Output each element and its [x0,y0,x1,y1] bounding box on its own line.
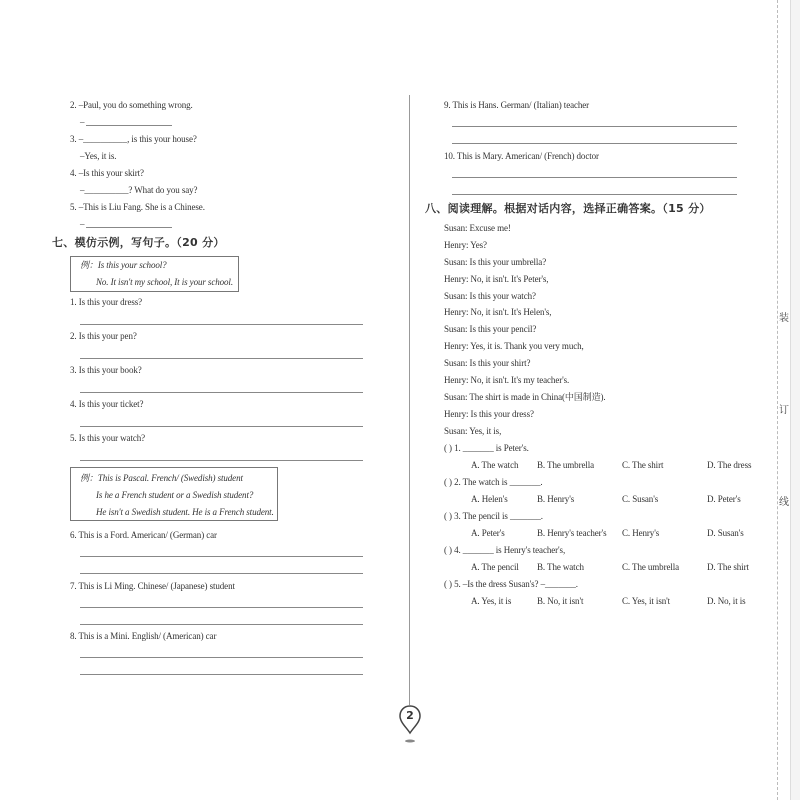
mc-option-d[interactable]: D. The dress [707,460,752,470]
mc-option-c[interactable]: C. The shirt [622,460,664,470]
answer-line[interactable] [80,624,363,625]
answer-line[interactable] [80,358,363,359]
question-q6: 6. This is a Ford. American/ (German) car [70,530,217,540]
question-4: 4. –Is this your skirt? [70,168,144,178]
question-q10: 10. This is Mary. American/ (French) doctor [444,151,599,161]
example-2-line-1: 例：This is Pascal. French/ (Swedish) student [80,473,243,483]
question-q7: 7. This is Li Ming. Chinese/ (Japanese) student [70,581,235,591]
mc-question[interactable]: ( ) 3. The pencil is _______. [444,511,543,521]
mc-option-d[interactable]: D. Peter's [707,494,741,504]
example-2-label: 例： [80,473,98,483]
answer-line[interactable] [452,194,737,195]
question-q8: 8. This is a Mini. English/ (American) car [70,631,217,641]
dialogue-line: Henry: Yes? [444,240,487,250]
answer-line[interactable] [80,324,363,325]
answer-line[interactable] [80,426,363,427]
answer-line[interactable] [80,392,363,393]
answer-line[interactable] [80,674,363,675]
answer-2-line[interactable] [86,125,172,126]
answer-line[interactable] [452,126,737,127]
question-q9: 9. This is Hans. German/ (Italian) teacher [444,100,590,110]
answer-line[interactable] [80,460,363,461]
question-q1: 1. Is this your dress? [70,297,143,307]
page-edge [790,0,800,800]
page-number: 2 [406,709,414,722]
question-q3: 3. Is this your book? [70,365,142,375]
mc-option-a[interactable]: A. Yes, it is [471,596,512,606]
mc-option-d[interactable]: D. No, it is [707,596,746,606]
dialogue-line: Susan: Is this your shirt? [444,358,531,368]
dialogue-line: Susan: Excuse me! [444,223,511,233]
question-q2: 2. Is this your pen? [70,331,137,341]
question-5: 5. –This is Liu Fang. She is a Chinese. [70,202,205,212]
mc-question[interactable]: ( ) 4. _______ is Henry's teacher's, [444,545,566,555]
binding-line [777,0,778,800]
answer-5-line[interactable] [86,227,172,228]
answer-5-dash: – [80,219,85,229]
answer-line[interactable] [80,657,363,658]
mc-option-c[interactable]: C. Susan's [622,494,659,504]
dialogue-line: Henry: Yes, it is. Thank you very much, [444,341,584,351]
mc-question[interactable]: ( ) 5. –Is the dress Susan's? –_______. [444,579,578,589]
mc-option-c[interactable]: C. Henry's [622,528,660,538]
example-1-question: 例：Is this your school? [80,260,167,270]
mc-option-b[interactable]: B. No, it isn't [537,596,584,606]
mc-option-c[interactable]: C. Yes, it isn't [622,596,671,606]
mc-option-d[interactable]: D. The shirt [707,562,749,572]
mc-question[interactable]: ( ) 2. The watch is _______. [444,477,543,487]
mc-option-b[interactable]: B. The watch [537,562,584,572]
answer-line[interactable] [452,177,737,178]
section-7-title: 七、模仿示例，写句子。（20 分） [52,236,225,249]
dialogue-line: Susan: Is this your umbrella? [444,257,547,267]
mc-option-b[interactable]: B. Henry's [537,494,575,504]
dialogue-line: Susan: The shirt is made in China(中国制造). [444,392,606,402]
mc-option-a[interactable]: A. The watch [471,460,519,470]
example-2-line-3: He isn't a Swedish student. He is a French student. [96,507,274,517]
binding-char-2: 订 [779,405,789,416]
question-q4: 4. Is this your ticket? [70,399,144,409]
column-divider [409,95,410,705]
mc-option-b[interactable]: B. Henry's teacher's [537,528,607,538]
answer-line[interactable] [80,556,363,557]
dialogue-line: Susan: Yes, it is, [444,426,502,436]
dialogue-line: Henry: No, it isn't. It's Peter's, [444,274,549,284]
mc-option-c[interactable]: C. The umbrella [622,562,680,572]
answer-3: –Yes, it is. [80,151,117,161]
dialogue-line: Henry: No, it isn't. It's Helen's, [444,307,552,317]
answer-line[interactable] [80,607,363,608]
dialogue-line: Henry: No, it isn't. It's my teacher's. [444,375,570,385]
mc-option-a[interactable]: A. Helen's [471,494,508,504]
question-3: 3. –__________, is this your house? [70,134,197,144]
question-2: 2. –Paul, you do something wrong. [70,100,193,110]
example-2-line-2: Is he a French student or a Swedish student? [96,490,254,500]
example-1-label: 例： [80,260,98,270]
mc-question[interactable]: ( ) 1. _______ is Peter's. [444,443,529,453]
example-1-answer: No. It isn't my school, It is your school. [96,277,233,287]
section-8-title: 八、阅读理解。根据对话内容，选择正确答案。（15 分） [425,202,711,215]
dialogue-line: Henry: Is this your dress? [444,409,534,419]
dialogue-line: Susan: Is this your pencil? [444,324,537,334]
dialogue-line: Susan: Is this your watch? [444,291,536,301]
binding-char-1: 装 [779,313,789,324]
answer-2-dash: – [80,117,85,127]
mc-option-a[interactable]: A. The pencil [471,562,519,572]
question-q5: 5. Is this your watch? [70,433,146,443]
mc-option-d[interactable]: D. Susan's [707,528,744,538]
mc-option-a[interactable]: A. Peter's [471,528,505,538]
answer-line[interactable] [452,143,737,144]
binding-char-3: 线 [779,497,789,508]
answer-4: –__________? What do you say? [80,185,198,195]
answer-line[interactable] [80,573,363,574]
page-number-marker [399,705,421,745]
mc-option-b[interactable]: B. The umbrella [537,460,595,470]
